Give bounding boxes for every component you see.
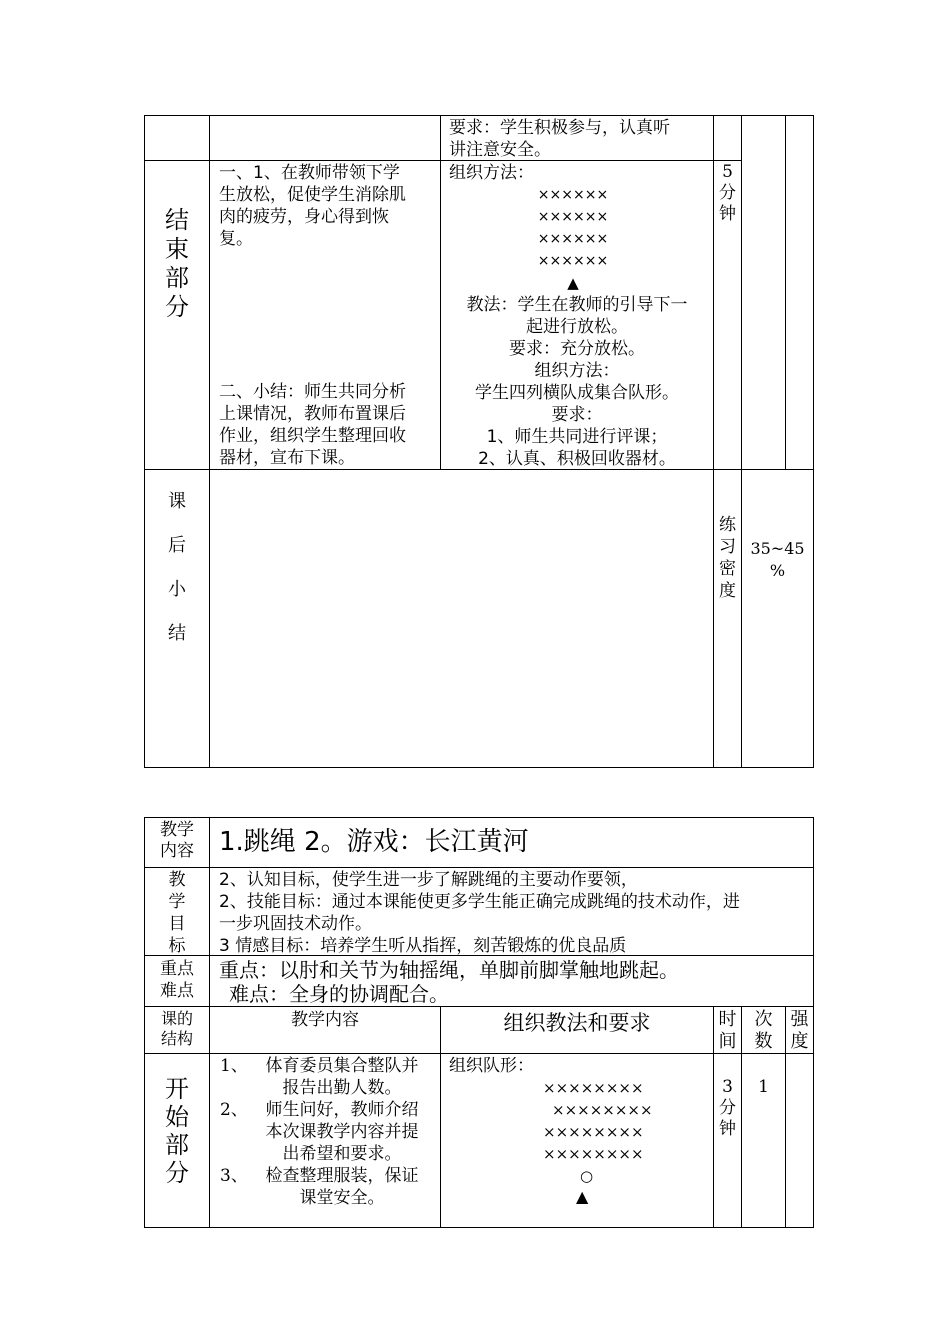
start-item-number: 1、 — [220, 1056, 248, 1076]
practice-density-value: 35~45 % — [750, 539, 805, 580]
ending-method-text: 教法：学生在教师的引导下一 起进行放松。 要求：充分放松。 组织方法： 学生四列横队成集合队形。 要求： 1、师生共同进行评课； 2、认真、积极回收器材。 — [466, 295, 688, 469]
start-count: 1 — [758, 1077, 769, 1097]
start-item-text: 师生问好，教师介绍 本次课教学内容并提 出希望和要求。 — [265, 1100, 419, 1164]
requirement-text: 要求：学生积极参与，认真听 讲注意安全。 — [449, 118, 670, 160]
circle-marker: ○ — [580, 1167, 594, 1185]
start-item-number: 3、 — [220, 1166, 248, 1186]
key-points-label: 重点 难点 — [160, 959, 194, 1001]
ending-content-relax: 一、1、在教师带领下学 生放松，促使学生消除肌 肉的疲劳，身心得到恢 复。 — [219, 163, 406, 249]
teacher-marker: ▲ — [576, 1187, 589, 1206]
start-item-number: 2、 — [220, 1100, 248, 1120]
start-formation-row: ×××××××× — [552, 1101, 653, 1119]
header-method: 组织教法和要求 — [503, 1011, 651, 1035]
teaching-content-value: 1.跳绳 2。游戏：长江黄河 — [219, 827, 529, 857]
start-formation-row: ×××××××× — [543, 1145, 644, 1163]
header-time: 时 间 — [718, 1009, 737, 1052]
ending-org-label: 组织方法： — [449, 163, 534, 183]
teaching-goals-text: 2、认知目标，使学生进一步了解跳绳的主要动作要领， 2、技能目标：通过本课能使更多学生能正确完成跳绳的技术动作，进 一步巩固技术动作。 3 情感目标：培养学生听从指挥，刻苦锻炼的优良品质 — [219, 870, 740, 956]
teacher-marker: ▲ — [567, 274, 579, 292]
section-ending-label: 结 束 部 分 — [165, 206, 189, 321]
header-intensity: 强 度 — [790, 1009, 809, 1052]
practice-density-label: 练 习 密 度 — [719, 515, 736, 601]
ending-time: 5 分 钟 — [719, 162, 736, 224]
start-formation-row: ×××××××× — [543, 1079, 644, 1097]
ending-content-summary: 二、小结：师生共同分析 上课情况，教师布置课后 作业，组织学生整理回收 器材，宣布下课。 — [219, 382, 406, 468]
key-points-text: 重点：以肘和关节为轴摇绳，单脚前脚掌触地跳起。 难点：全身的协调配合。 — [219, 958, 679, 1006]
section-summary-label: 课 后 小 结 — [168, 491, 186, 644]
header-content: 教学内容 — [291, 1010, 359, 1030]
start-item-text: 体育委员集合整队并 报告出勤人数。 — [265, 1056, 419, 1098]
start-org-label: 组织队形： — [449, 1056, 534, 1076]
start-time: 3 分 钟 — [719, 1077, 736, 1139]
section-start-label: 开 始 部 分 — [165, 1075, 189, 1187]
teaching-content-label: 教学 内容 — [160, 820, 194, 861]
header-count: 次 数 — [754, 1009, 773, 1052]
teaching-goals-label: 教 学 目 标 — [168, 870, 186, 956]
start-formation-row: ×××××××× — [543, 1123, 644, 1141]
start-item-text: 检查整理服装，保证 课堂安全。 — [265, 1166, 419, 1208]
ending-formation: ×××××× ×××××× ×××××× ×××××× — [537, 187, 609, 269]
header-structure: 课的 结构 — [160, 1009, 193, 1048]
